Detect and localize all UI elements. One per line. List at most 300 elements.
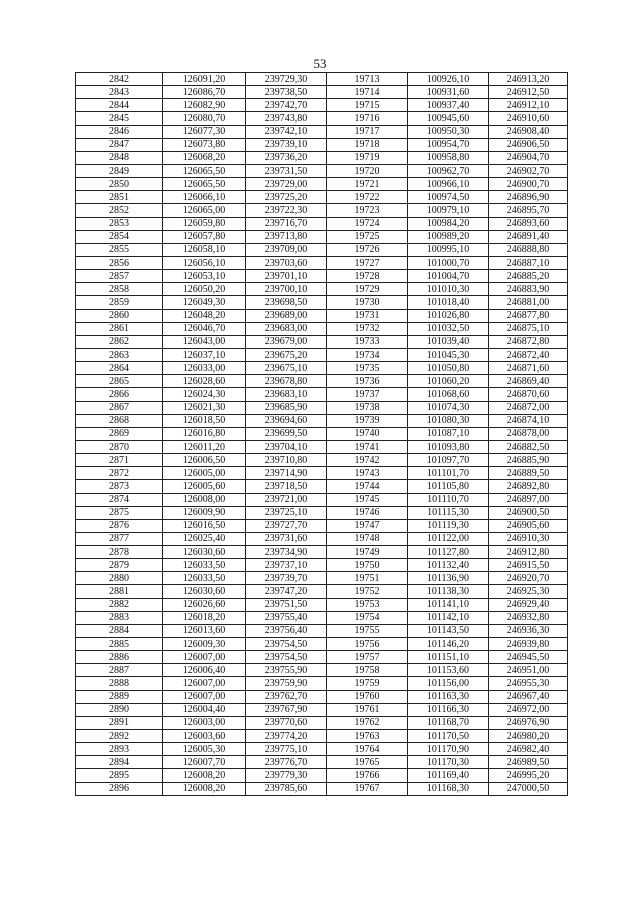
cell-point-number-2: 19729 <box>327 283 408 296</box>
table-row <box>76 677 568 690</box>
cell-x-coordinate-2: 101045,30 <box>408 348 489 361</box>
cell-y-coordinate: 239739,70 <box>246 572 327 585</box>
cell-x-coordinate-2: 100966,10 <box>408 178 489 191</box>
cell-point-number-2: 19724 <box>327 217 408 230</box>
cell-point-number: 2868 <box>76 414 163 427</box>
cell-x-coordinate: 126003,00 <box>163 716 246 729</box>
cell-point-number-2: 19726 <box>327 243 408 256</box>
table-row <box>76 454 568 467</box>
cell-y-coordinate: 239683,10 <box>246 388 327 401</box>
cell-point-number: 2895 <box>76 769 163 782</box>
cell-x-coordinate: 126037,10 <box>163 348 246 361</box>
cell-x-coordinate-2: 101143,50 <box>408 624 489 637</box>
cell-y-coordinate-2: 246892,80 <box>489 480 568 493</box>
cell-x-coordinate: 126026,60 <box>163 598 246 611</box>
cell-point-number-2: 19752 <box>327 585 408 598</box>
cell-point-number: 2896 <box>76 782 163 795</box>
cell-point-number: 2865 <box>76 375 163 388</box>
cell-point-number-2: 19725 <box>327 230 408 243</box>
cell-y-coordinate: 239755,40 <box>246 611 327 624</box>
cell-point-number-2: 19716 <box>327 112 408 125</box>
cell-y-coordinate-2: 246955,30 <box>489 677 568 690</box>
cell-point-number: 2877 <box>76 532 163 545</box>
cell-point-number-2: 19721 <box>327 178 408 191</box>
cell-x-coordinate: 126065,50 <box>163 164 246 177</box>
cell-x-coordinate: 126006,50 <box>163 454 246 467</box>
cell-x-coordinate: 126065,00 <box>163 204 246 217</box>
cell-y-coordinate: 239742,70 <box>246 99 327 112</box>
cell-y-coordinate-2: 246889,50 <box>489 467 568 480</box>
cell-y-coordinate: 239698,50 <box>246 296 327 309</box>
table-row <box>76 756 568 769</box>
cell-x-coordinate-2: 100937,40 <box>408 99 489 112</box>
cell-point-number: 2854 <box>76 230 163 243</box>
cell-x-coordinate: 126007,00 <box>163 690 246 703</box>
cell-x-coordinate: 126024,30 <box>163 388 246 401</box>
table-row <box>76 703 568 716</box>
cell-point-number: 2848 <box>76 151 163 164</box>
cell-y-coordinate: 239739,10 <box>246 138 327 151</box>
cell-point-number-2: 19745 <box>327 493 408 506</box>
cell-x-coordinate-2: 100962,70 <box>408 164 489 177</box>
table-row <box>76 348 568 361</box>
cell-y-coordinate-2: 246882,50 <box>489 440 568 453</box>
table-row <box>76 178 568 191</box>
cell-x-coordinate: 126056,10 <box>163 256 246 269</box>
cell-point-number: 2843 <box>76 86 163 99</box>
cell-x-coordinate: 126077,30 <box>163 125 246 138</box>
cell-x-coordinate-2: 100931,60 <box>408 86 489 99</box>
cell-x-coordinate-2: 101004,70 <box>408 270 489 283</box>
table-row <box>76 309 568 322</box>
cell-point-number-2: 19727 <box>327 256 408 269</box>
cell-x-coordinate: 126007,00 <box>163 651 246 664</box>
cell-x-coordinate: 126008,20 <box>163 769 246 782</box>
cell-y-coordinate-2: 246893,60 <box>489 217 568 230</box>
cell-y-coordinate: 239779,30 <box>246 769 327 782</box>
cell-x-coordinate-2: 101136,90 <box>408 572 489 585</box>
cell-point-number: 2852 <box>76 204 163 217</box>
cell-y-coordinate-2: 246913,20 <box>489 73 568 86</box>
cell-y-coordinate-2: 246872,00 <box>489 401 568 414</box>
cell-x-coordinate: 126066,10 <box>163 191 246 204</box>
table-row <box>76 427 568 440</box>
cell-x-coordinate-2: 101138,30 <box>408 585 489 598</box>
cell-y-coordinate-2: 247000,50 <box>489 782 568 795</box>
cell-y-coordinate: 239713,80 <box>246 230 327 243</box>
cell-y-coordinate-2: 246906,50 <box>489 138 568 151</box>
table-row <box>76 164 568 177</box>
cell-y-coordinate: 239703,60 <box>246 256 327 269</box>
cell-point-number: 2845 <box>76 112 163 125</box>
cell-point-number: 2860 <box>76 309 163 322</box>
cell-y-coordinate-2: 246871,60 <box>489 362 568 375</box>
cell-x-coordinate-2: 101032,50 <box>408 322 489 335</box>
cell-y-coordinate-2: 246995,20 <box>489 769 568 782</box>
cell-y-coordinate: 239704,10 <box>246 440 327 453</box>
cell-y-coordinate: 239767,90 <box>246 703 327 716</box>
cell-y-coordinate: 239701,10 <box>246 270 327 283</box>
table-row <box>76 611 568 624</box>
cell-x-coordinate: 126068,20 <box>163 151 246 164</box>
cell-x-coordinate: 126018,20 <box>163 611 246 624</box>
cell-x-coordinate: 126073,80 <box>163 138 246 151</box>
cell-x-coordinate-2: 100954,70 <box>408 138 489 151</box>
cell-point-number-2: 19737 <box>327 388 408 401</box>
table-row <box>76 532 568 545</box>
cell-x-coordinate-2: 100945,60 <box>408 112 489 125</box>
cell-x-coordinate-2: 101101,70 <box>408 467 489 480</box>
cell-x-coordinate-2: 100979,10 <box>408 204 489 217</box>
cell-y-coordinate: 239734,90 <box>246 546 327 559</box>
cell-y-coordinate-2: 246895,70 <box>489 204 568 217</box>
cell-y-coordinate: 239737,10 <box>246 559 327 572</box>
cell-y-coordinate-2: 246874,10 <box>489 414 568 427</box>
cell-point-number-2: 19760 <box>327 690 408 703</box>
cell-y-coordinate-2: 246912,80 <box>489 546 568 559</box>
table-row <box>76 230 568 243</box>
cell-point-number-2: 19751 <box>327 572 408 585</box>
cell-x-coordinate: 126057,80 <box>163 230 246 243</box>
cell-y-coordinate-2: 246936,30 <box>489 624 568 637</box>
coordinates-table <box>75 72 568 796</box>
table-row <box>76 414 568 427</box>
cell-x-coordinate: 126016,50 <box>163 519 246 532</box>
cell-point-number-2: 19730 <box>327 296 408 309</box>
cell-y-coordinate-2: 246980,20 <box>489 730 568 743</box>
table-row <box>76 283 568 296</box>
cell-x-coordinate-2: 101168,30 <box>408 782 489 795</box>
cell-y-coordinate-2: 246908,40 <box>489 125 568 138</box>
cell-point-number: 2892 <box>76 730 163 743</box>
cell-point-number-2: 19733 <box>327 335 408 348</box>
table-row <box>76 138 568 151</box>
cell-point-number: 2888 <box>76 677 163 690</box>
cell-point-number-2: 19756 <box>327 638 408 651</box>
cell-x-coordinate: 126005,30 <box>163 743 246 756</box>
cell-x-coordinate-2: 101039,40 <box>408 335 489 348</box>
cell-x-coordinate-2: 101026,80 <box>408 309 489 322</box>
cell-point-number-2: 19749 <box>327 546 408 559</box>
cell-point-number-2: 19764 <box>327 743 408 756</box>
table-row <box>76 519 568 532</box>
cell-y-coordinate-2: 246905,60 <box>489 519 568 532</box>
cell-point-number-2: 19739 <box>327 414 408 427</box>
table-row <box>76 664 568 677</box>
cell-x-coordinate: 126006,40 <box>163 664 246 677</box>
cell-x-coordinate-2: 101153,60 <box>408 664 489 677</box>
cell-point-number-2: 19741 <box>327 440 408 453</box>
cell-x-coordinate: 126011,20 <box>163 440 246 453</box>
cell-x-coordinate: 126013,60 <box>163 624 246 637</box>
cell-x-coordinate: 126065,50 <box>163 178 246 191</box>
table-row <box>76 217 568 230</box>
cell-x-coordinate: 126025,40 <box>163 532 246 545</box>
table-row <box>76 716 568 729</box>
cell-x-coordinate: 126008,20 <box>163 782 246 795</box>
cell-point-number: 2849 <box>76 164 163 177</box>
cell-y-coordinate-2: 246870,60 <box>489 388 568 401</box>
cell-y-coordinate: 239759,90 <box>246 677 327 690</box>
cell-y-coordinate-2: 246915,50 <box>489 559 568 572</box>
cell-x-coordinate: 126059,80 <box>163 217 246 230</box>
cell-point-number-2: 19744 <box>327 480 408 493</box>
cell-point-number-2: 19718 <box>327 138 408 151</box>
cell-y-coordinate: 239679,00 <box>246 335 327 348</box>
cell-y-coordinate: 239721,00 <box>246 493 327 506</box>
table-row <box>76 638 568 651</box>
cell-x-coordinate-2: 101068,60 <box>408 388 489 401</box>
table-row <box>76 743 568 756</box>
cell-y-coordinate-2: 246897,00 <box>489 493 568 506</box>
cell-y-coordinate: 239683,00 <box>246 322 327 335</box>
cell-point-number-2: 19717 <box>327 125 408 138</box>
cell-y-coordinate-2: 246951,00 <box>489 664 568 677</box>
cell-y-coordinate: 239736,20 <box>246 151 327 164</box>
cell-point-number-2: 19731 <box>327 309 408 322</box>
cell-y-coordinate: 239710,80 <box>246 454 327 467</box>
cell-x-coordinate: 126007,00 <box>163 677 246 690</box>
cell-x-coordinate: 126030,60 <box>163 585 246 598</box>
table-row <box>76 401 568 414</box>
cell-y-coordinate: 239742,10 <box>246 125 327 138</box>
cell-point-number: 2870 <box>76 440 163 453</box>
cell-y-coordinate: 239722,30 <box>246 204 327 217</box>
table-row <box>76 362 568 375</box>
cell-x-coordinate-2: 101141,10 <box>408 598 489 611</box>
cell-y-coordinate-2: 246881,00 <box>489 296 568 309</box>
cell-y-coordinate: 239751,50 <box>246 598 327 611</box>
cell-x-coordinate: 126091,20 <box>163 73 246 86</box>
table-row <box>76 624 568 637</box>
table-row <box>76 296 568 309</box>
coordinates-table-body <box>76 73 568 796</box>
table-row <box>76 546 568 559</box>
cell-x-coordinate: 126050,20 <box>163 283 246 296</box>
cell-y-coordinate: 239754,50 <box>246 638 327 651</box>
cell-point-number-2: 19748 <box>327 532 408 545</box>
cell-y-coordinate-2: 246920,70 <box>489 572 568 585</box>
cell-x-coordinate-2: 101097,70 <box>408 454 489 467</box>
cell-y-coordinate-2: 246932,80 <box>489 611 568 624</box>
cell-point-number: 2856 <box>76 256 163 269</box>
table-row <box>76 86 568 99</box>
cell-point-number: 2883 <box>76 611 163 624</box>
cell-x-coordinate: 126043,00 <box>163 335 246 348</box>
cell-y-coordinate-2: 246904,70 <box>489 151 568 164</box>
cell-point-number: 2879 <box>76 559 163 572</box>
cell-x-coordinate-2: 101169,40 <box>408 769 489 782</box>
cell-y-coordinate-2: 246989,50 <box>489 756 568 769</box>
cell-point-number: 2875 <box>76 506 163 519</box>
cell-y-coordinate: 239775,10 <box>246 743 327 756</box>
cell-y-coordinate: 239725,10 <box>246 506 327 519</box>
cell-point-number-2: 19767 <box>327 782 408 795</box>
cell-y-coordinate-2: 246888,80 <box>489 243 568 256</box>
cell-y-coordinate: 239731,60 <box>246 532 327 545</box>
cell-point-number: 2866 <box>76 388 163 401</box>
cell-point-number: 2844 <box>76 99 163 112</box>
cell-y-coordinate-2: 246910,60 <box>489 112 568 125</box>
cell-y-coordinate: 239756,40 <box>246 624 327 637</box>
cell-y-coordinate-2: 246885,90 <box>489 454 568 467</box>
cell-point-number: 2850 <box>76 178 163 191</box>
cell-x-coordinate: 126033,50 <box>163 572 246 585</box>
cell-point-number-2: 19763 <box>327 730 408 743</box>
table-row <box>76 730 568 743</box>
cell-point-number: 2863 <box>76 348 163 361</box>
cell-point-number-2: 19742 <box>327 454 408 467</box>
cell-x-coordinate-2: 101093,80 <box>408 440 489 453</box>
cell-point-number-2: 19714 <box>327 86 408 99</box>
cell-y-coordinate-2: 246967,40 <box>489 690 568 703</box>
table-row <box>76 651 568 664</box>
table-row <box>76 782 568 795</box>
cell-y-coordinate-2: 246875,10 <box>489 322 568 335</box>
table-row <box>76 375 568 388</box>
cell-y-coordinate: 239743,80 <box>246 112 327 125</box>
cell-point-number: 2885 <box>76 638 163 651</box>
cell-x-coordinate: 126058,10 <box>163 243 246 256</box>
cell-point-number-2: 19740 <box>327 427 408 440</box>
cell-y-coordinate-2: 246902,70 <box>489 164 568 177</box>
cell-x-coordinate: 126046,70 <box>163 322 246 335</box>
cell-point-number: 2874 <box>76 493 163 506</box>
table-row <box>76 572 568 585</box>
cell-point-number: 2867 <box>76 401 163 414</box>
cell-point-number-2: 19713 <box>327 73 408 86</box>
cell-point-number-2: 19762 <box>327 716 408 729</box>
cell-x-coordinate-2: 101080,30 <box>408 414 489 427</box>
cell-point-number-2: 19736 <box>327 375 408 388</box>
cell-point-number: 2862 <box>76 335 163 348</box>
cell-point-number: 2886 <box>76 651 163 664</box>
cell-point-number: 2846 <box>76 125 163 138</box>
cell-point-number-2: 19719 <box>327 151 408 164</box>
cell-x-coordinate: 126028,60 <box>163 375 246 388</box>
cell-point-number: 2889 <box>76 690 163 703</box>
cell-y-coordinate: 239731,50 <box>246 164 327 177</box>
cell-y-coordinate: 239738,50 <box>246 86 327 99</box>
cell-x-coordinate: 126009,90 <box>163 506 246 519</box>
cell-y-coordinate: 239714,90 <box>246 467 327 480</box>
table-row <box>76 270 568 283</box>
cell-y-coordinate: 239725,20 <box>246 191 327 204</box>
cell-x-coordinate-2: 101170,30 <box>408 756 489 769</box>
cell-y-coordinate-2: 246878,00 <box>489 427 568 440</box>
cell-point-number-2: 19723 <box>327 204 408 217</box>
cell-y-coordinate: 239754,50 <box>246 651 327 664</box>
cell-point-number-2: 19747 <box>327 519 408 532</box>
cell-point-number-2: 19759 <box>327 677 408 690</box>
cell-y-coordinate-2: 246887,10 <box>489 256 568 269</box>
cell-point-number: 2871 <box>76 454 163 467</box>
cell-x-coordinate: 126021,30 <box>163 401 246 414</box>
cell-point-number-2: 19732 <box>327 322 408 335</box>
cell-y-coordinate-2: 246872,80 <box>489 335 568 348</box>
cell-x-coordinate-2: 101000,70 <box>408 256 489 269</box>
cell-x-coordinate-2: 100974,50 <box>408 191 489 204</box>
cell-point-number: 2890 <box>76 703 163 716</box>
cell-y-coordinate: 239729,00 <box>246 178 327 191</box>
table-row <box>76 335 568 348</box>
cell-y-coordinate: 239776,70 <box>246 756 327 769</box>
cell-point-number: 2869 <box>76 427 163 440</box>
table-row <box>76 112 568 125</box>
cell-x-coordinate-2: 101115,30 <box>408 506 489 519</box>
cell-point-number-2: 19766 <box>327 769 408 782</box>
cell-y-coordinate-2: 246885,20 <box>489 270 568 283</box>
cell-x-coordinate: 126005,00 <box>163 467 246 480</box>
cell-x-coordinate-2: 100984,20 <box>408 217 489 230</box>
cell-x-coordinate-2: 101018,40 <box>408 296 489 309</box>
cell-x-coordinate: 126053,10 <box>163 270 246 283</box>
cell-point-number: 2881 <box>76 585 163 598</box>
cell-y-coordinate-2: 246972,00 <box>489 703 568 716</box>
cell-x-coordinate-2: 101110,70 <box>408 493 489 506</box>
cell-x-coordinate: 126033,00 <box>163 362 246 375</box>
table-row <box>76 191 568 204</box>
cell-x-coordinate: 126030,60 <box>163 546 246 559</box>
cell-x-coordinate: 126082,90 <box>163 99 246 112</box>
cell-point-number: 2873 <box>76 480 163 493</box>
cell-x-coordinate-2: 101163,30 <box>408 690 489 703</box>
cell-x-coordinate-2: 101151,10 <box>408 651 489 664</box>
cell-y-coordinate-2: 246912,10 <box>489 99 568 112</box>
cell-x-coordinate-2: 101127,80 <box>408 546 489 559</box>
cell-point-number: 2884 <box>76 624 163 637</box>
cell-y-coordinate: 239678,80 <box>246 375 327 388</box>
cell-y-coordinate-2: 246869,40 <box>489 375 568 388</box>
cell-y-coordinate: 239685,90 <box>246 401 327 414</box>
cell-x-coordinate-2: 101060,20 <box>408 375 489 388</box>
page-number: 53 <box>313 56 327 71</box>
table-row <box>76 493 568 506</box>
cell-point-number-2: 19757 <box>327 651 408 664</box>
table-row <box>76 204 568 217</box>
cell-y-coordinate: 239727,70 <box>246 519 327 532</box>
cell-y-coordinate-2: 246910,30 <box>489 532 568 545</box>
cell-y-coordinate-2: 246976,90 <box>489 716 568 729</box>
cell-x-coordinate: 126008,00 <box>163 493 246 506</box>
cell-x-coordinate-2: 101122,00 <box>408 532 489 545</box>
cell-point-number-2: 19754 <box>327 611 408 624</box>
cell-point-number: 2876 <box>76 519 163 532</box>
cell-point-number-2: 19743 <box>327 467 408 480</box>
cell-x-coordinate: 126007,70 <box>163 756 246 769</box>
table-row <box>76 559 568 572</box>
table-row <box>76 690 568 703</box>
cell-y-coordinate: 239694,60 <box>246 414 327 427</box>
cell-point-number: 2857 <box>76 270 163 283</box>
cell-point-number-2: 19734 <box>327 348 408 361</box>
cell-y-coordinate-2: 246896,90 <box>489 191 568 204</box>
cell-x-coordinate-2: 101146,20 <box>408 638 489 651</box>
cell-point-number: 2894 <box>76 756 163 769</box>
cell-x-coordinate-2: 100950,30 <box>408 125 489 138</box>
cell-y-coordinate-2: 246883,90 <box>489 283 568 296</box>
cell-y-coordinate: 239709,00 <box>246 243 327 256</box>
table-row <box>76 467 568 480</box>
cell-y-coordinate-2: 246982,40 <box>489 743 568 756</box>
cell-y-coordinate: 239774,20 <box>246 730 327 743</box>
cell-point-number: 2880 <box>76 572 163 585</box>
cell-point-number: 2858 <box>76 283 163 296</box>
cell-point-number: 2855 <box>76 243 163 256</box>
cell-y-coordinate-2: 246900,70 <box>489 178 568 191</box>
cell-y-coordinate-2: 246877,80 <box>489 309 568 322</box>
cell-y-coordinate-2: 246925,30 <box>489 585 568 598</box>
